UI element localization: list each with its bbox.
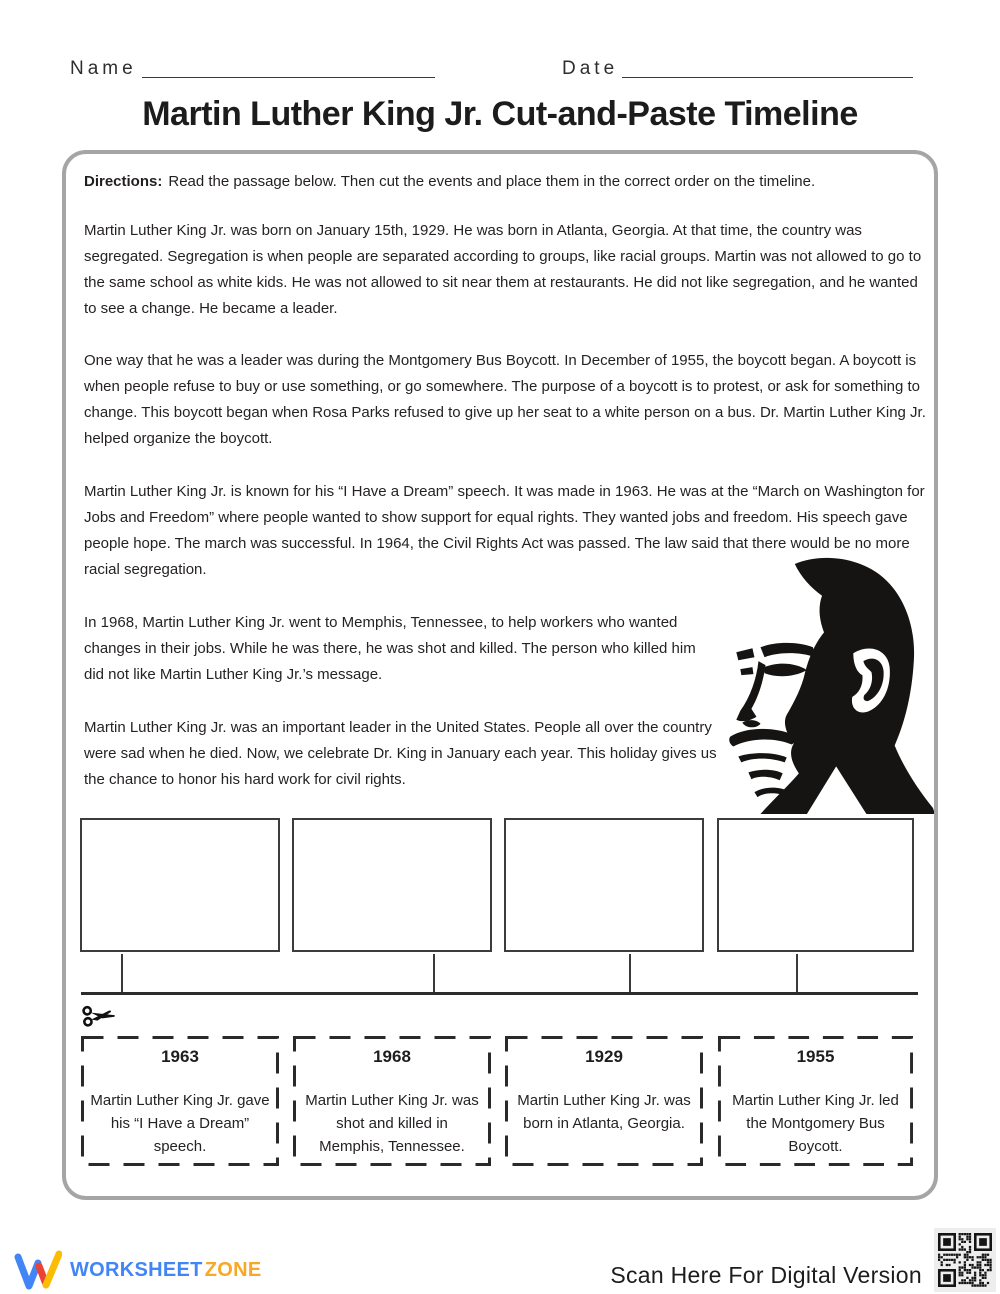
page-title: Martin Luther King Jr. Cut-and-Paste Timeline (142, 95, 858, 133)
card-year: 1968 (373, 1047, 411, 1066)
timeline-slot-2 (292, 818, 492, 952)
card-text: Martin Luther King Jr. was born in Atlanta, Georgia. (517, 1092, 691, 1132)
card-year: 1929 (585, 1047, 623, 1066)
scissors-icon (82, 1002, 116, 1028)
directions-text: Read the passage below. Then cut the events and place them in the correct order on the timeline. (168, 173, 816, 190)
event-card-1963 (80, 1035, 280, 1167)
event-card-1929 (504, 1035, 704, 1167)
card-text: Martin Luther King Jr. gave his “I Have a Dream” speech. (90, 1092, 270, 1155)
timeline-slot-3 (504, 818, 704, 952)
date-label: Date (562, 58, 619, 79)
date-blank-line (622, 77, 913, 78)
scan-here-label: Scan Here For Digital Version (610, 1262, 922, 1288)
worksheetzone-w-icon (14, 1247, 62, 1293)
card-text: Martin Luther King Jr. was shot and killed in Memphis, Tennessee. (305, 1092, 479, 1155)
directions-label: Directions: (84, 173, 163, 190)
qr-code-icon (934, 1228, 996, 1292)
timeline-connector-2 (433, 954, 435, 993)
event-card-1955 (717, 1035, 914, 1167)
passage-paragraph-3: Martin Luther King Jr. is known for his “I Have a Dream” speech. It was made in 1963. He was at the “March on Washington for Jobs and Freedom” where people wanted to show support for equal rights. They wanted jobs and freedom. His speech gave people hope. The march was successful. In 1964, the Civil Rights Act was passed. The law said that there would be no more racial segregation. (84, 483, 925, 578)
brand-word-worksheet: WORKSHEET (70, 1258, 203, 1281)
timeline-connector-1 (121, 954, 123, 993)
timeline-connector-4 (796, 954, 798, 993)
passage-paragraph-1: Martin Luther King Jr. was born on January 15th, 1929. He was born in Atlanta, Georgia. At that time, the country was segregated. Segregation is when people are separated according to groups, like racial groups. Martin was not allowed to go to the same school as white kids. He was not allowed to sit near them at restaurants. He did not like segregation, and he wanted to see a change. He became a leader. (84, 222, 922, 317)
passage-paragraph-5: Martin Luther King Jr. was an important leader in the United States. People all over the country were sad when he died. Now, we celebrate Dr. King in January each year. This holiday gives us the chance to honor his hard work for civil rights. (84, 719, 717, 788)
worksheet-body-box (62, 150, 938, 1200)
timeline-slot-4 (717, 818, 914, 952)
brand-word-zone: ZONE (204, 1258, 262, 1281)
mlk-silhouette (702, 556, 934, 814)
timeline-slot-1 (80, 818, 280, 952)
card-text: Martin Luther King Jr. led the Montgomery Bus Boycott. (732, 1092, 899, 1155)
card-year: 1963 (161, 1047, 199, 1066)
timeline-line (81, 992, 918, 995)
directions (84, 170, 932, 194)
passage-paragraph-2: One way that he was a leader was during the Montgomery Bus Boycott. In December of 1955, the boycott began. A boycott is when people refuse to buy or use something, or go somewhere. The purpose of a boycott is to protest, or ask for something to change. This boycott began when Rosa Parks refused to give up her seat to a white person on a bus. Dr. Martin Luther King Jr. helped organize the boycott. (84, 352, 926, 447)
event-card-1968 (292, 1035, 492, 1167)
passage-paragraph-4: In 1968, Martin Luther King Jr. went to Memphis, Tennessee, to help workers who wanted changes in their jobs. While he was there, he was shot and killed. The person who killed him did not like Martin Luther King Jr.’s message. (84, 614, 696, 683)
name-label: Name (70, 58, 137, 79)
name-blank-line (142, 77, 435, 78)
card-year: 1955 (796, 1047, 835, 1066)
timeline-connector-3 (629, 954, 631, 993)
worksheetzone-logo (14, 1246, 261, 1294)
